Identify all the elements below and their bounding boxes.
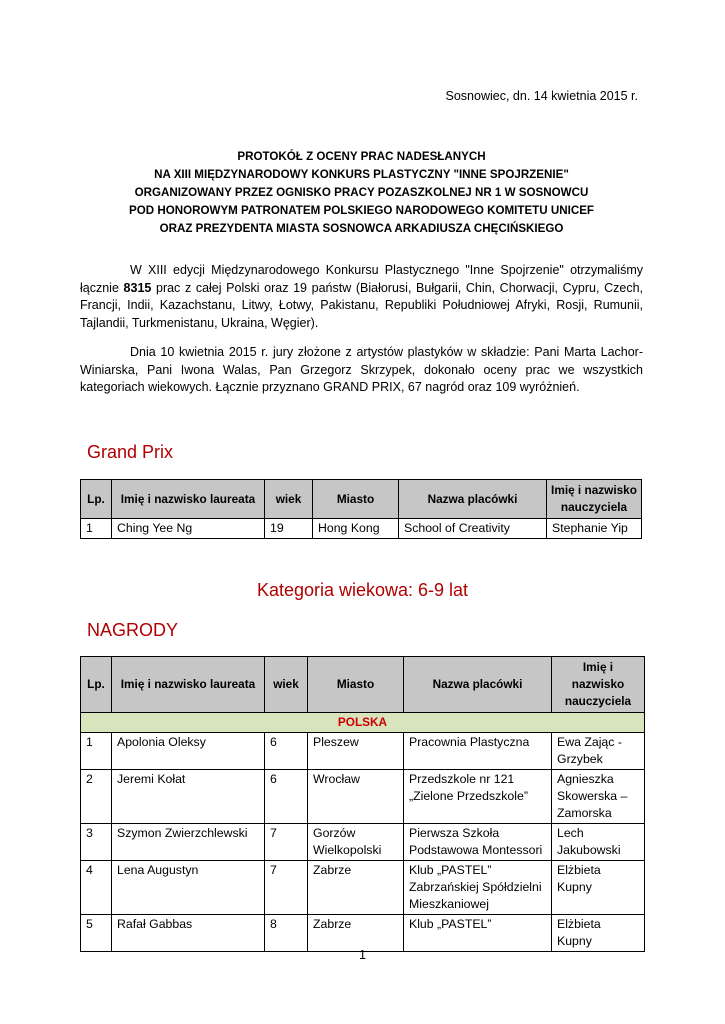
awards-table	[80, 656, 645, 952]
cell-name: Apolonia Oleksy	[112, 733, 265, 770]
cell-age: 7	[265, 861, 308, 915]
category-heading: Kategoria wiekowa: 6-9 lat	[256, 580, 469, 600]
cell-school: Przedszkole nr 121 „Zielone Przedszkole”	[404, 770, 552, 824]
header-city: Miasto	[308, 657, 404, 713]
grand-prix-table	[80, 479, 642, 539]
table-row	[81, 733, 645, 770]
cell-age: 19	[265, 519, 313, 539]
cell-lp: 4	[81, 861, 112, 915]
country-label: POLSKA	[81, 713, 645, 733]
cell-school: Pracownia Plastyczna	[404, 733, 552, 770]
intro-paragraph	[80, 262, 643, 332]
header-school: Nazwa placówki	[404, 657, 552, 713]
date-line: Sosnowiec, dn. 14 kwietnia 2015 r.	[445, 89, 638, 103]
header-teacher: Imię i nazwisko nauczyciela	[552, 657, 645, 713]
cell-teacher: Agnieszka Skowerska – Zamorska	[552, 770, 645, 824]
cell-city: Zabrze	[308, 861, 404, 915]
table-row	[81, 861, 645, 915]
header-lp: Lp.	[81, 657, 112, 713]
cell-school: Klub „PASTEL”	[404, 915, 552, 952]
cell-lp: 2	[81, 770, 112, 824]
cell-lp: 5	[81, 915, 112, 952]
table-row	[81, 915, 645, 952]
title-line: ORAZ PREZYDENTA MIASTA SOSNOWCA ARKADIUSZA CHĘCIŃSKIEGO	[159, 222, 564, 235]
table-row	[81, 824, 645, 861]
cell-school: Klub „PASTEL” Zabrzańskiej Spółdzielni Mieszkaniowej	[404, 861, 552, 915]
cell-age: 6	[265, 770, 308, 824]
intro-text-end: prac z całej Polski oraz 19 państw (Białorusi, Bułgarii, Chin, Chorwacji, Cypru, Czech, Francji, Indii, Kazachstanu, Litwy, Łotwy, Pakistanu, Republiki Południowej Afryki, Rosji, Rumunii, Tajlandii, Turkmenistanu, Ukraina, Węgier).	[80, 280, 643, 330]
title-line: PROTOKÓŁ Z OCENY PRAC NADESŁANYCH	[237, 150, 486, 163]
header-school: Nazwa placówki	[399, 480, 547, 519]
country-row	[81, 713, 645, 733]
header-city: Miasto	[313, 480, 399, 519]
title-line: ORGANIZOWANY PRZEZ OGNISKO PRACY POZASZKOLNEJ NR 1 W SOSNOWCU	[134, 186, 589, 199]
table-row	[81, 519, 642, 539]
cell-lp: 1	[81, 519, 112, 539]
cell-age: 7	[265, 824, 308, 861]
cell-city: Pleszew	[308, 733, 404, 770]
cell-teacher: Elżbieta Kupny	[552, 861, 645, 915]
cell-name: Rafał Gabbas	[112, 915, 265, 952]
cell-teacher: Lech Jakubowski	[552, 824, 645, 861]
cell-teacher: Stephanie Yip	[547, 519, 642, 539]
cell-city: Gorzów Wielkopolski	[308, 824, 404, 861]
page-number: 1	[359, 948, 366, 962]
cell-name: Lena Augustyn	[112, 861, 265, 915]
cell-age: 8	[265, 915, 308, 952]
cell-teacher: Ewa Zając - Grzybek	[552, 733, 645, 770]
cell-name: Ching Yee Ng	[112, 519, 265, 539]
grand-prix-heading: Grand Prix	[87, 442, 174, 462]
table-header-row	[81, 480, 642, 519]
cell-name: Szymon Zwierzchlewski	[112, 824, 265, 861]
header-age: wiek	[265, 657, 308, 713]
cell-name: Jeremi Kołat	[112, 770, 265, 824]
awards-heading: NAGRODY	[87, 620, 179, 640]
total-works-count: 8315	[123, 280, 152, 295]
table-row	[81, 770, 645, 824]
cell-school: Pierwsza Szkoła Podstawowa Montessori	[404, 824, 552, 861]
cell-lp: 3	[81, 824, 112, 861]
title-line: NA XIII MIĘDZYNARODOWY KONKURS PLASTYCZNY "INNE SPOJRZENIE"	[154, 168, 569, 181]
header-lp: Lp.	[81, 480, 112, 519]
intro-text-start: W XIII edycji Międzynarodowego Konkursu Plastycznego "Inne Spojrzenie" otrzymaliśmy łącznie	[80, 263, 643, 295]
document-title	[80, 148, 643, 238]
cell-city: Hong Kong	[313, 519, 399, 539]
header-teacher: Imię i nazwisko nauczyciela	[547, 480, 642, 519]
cell-school: School of Creativity	[399, 519, 547, 539]
cell-city: Zabrze	[308, 915, 404, 952]
cell-age: 6	[265, 733, 308, 770]
header-name: Imię i nazwisko laureata	[112, 657, 265, 713]
cell-teacher: Elżbieta Kupny	[552, 915, 645, 952]
header-name: Imię i nazwisko laureata	[112, 480, 265, 519]
title-line: POD HONOROWYM PATRONATEM POLSKIEGO NARODOWEGO KOMITETU UNICEF	[128, 204, 595, 217]
header-age: wiek	[265, 480, 313, 519]
jury-paragraph: Dnia 10 kwietnia 2015 r. jury złożone z artystów plastyków w składzie: Pani Marta Lachor-Winiarska, Pani Iwona Walas, Pan Grzegorz Skrzypek, dokonało oceny prac we wszystkich kategoriach wiekowych. Łącznie przyznano GRAND PRIX, 67 nagród oraz 109 wyróżnień.	[80, 345, 643, 394]
cell-lp: 1	[81, 733, 112, 770]
table-header-row	[81, 657, 645, 713]
cell-city: Wrocław	[308, 770, 404, 824]
